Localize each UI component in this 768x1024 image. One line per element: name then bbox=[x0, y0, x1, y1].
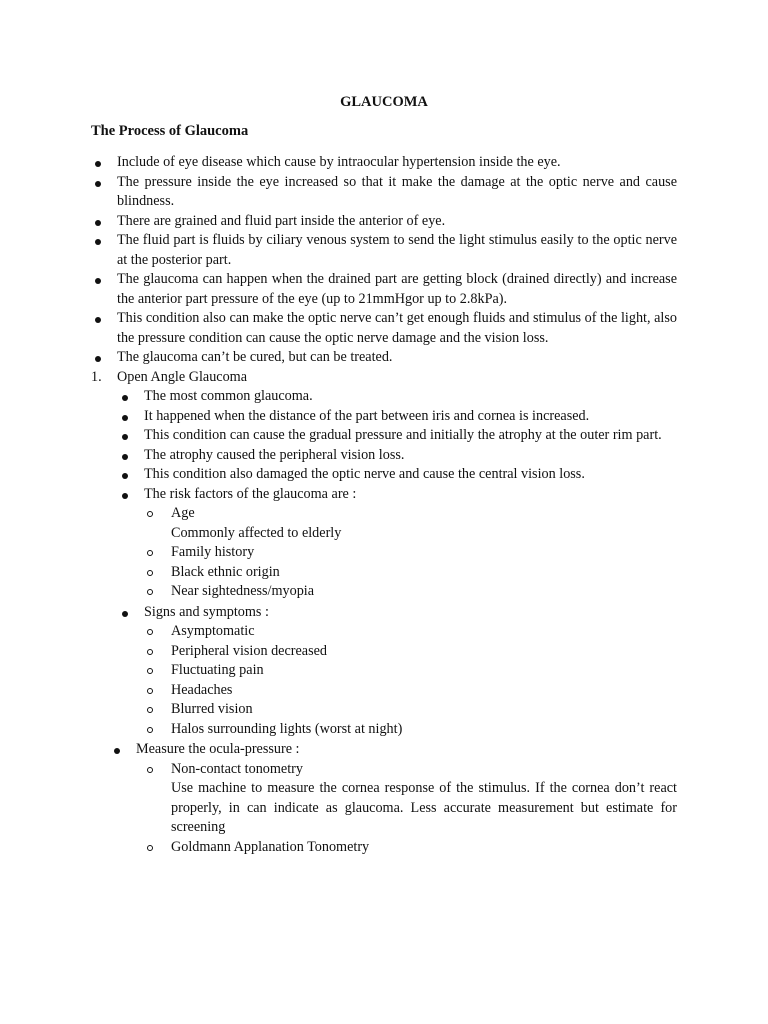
measure-label: Measure the ocula-pressure : bbox=[136, 741, 300, 757]
intro-bullet: The glaucoma can happen when the drained part are getting block (drained directly) and increase the anterior part pressure of the eye (up to 21mmHgor up to 2.8kPa). bbox=[117, 271, 677, 307]
intro-bullet: The fluid part is fluids by ciliary venous system to send the light stimulus easily to the optic nerve at the posterior part. bbox=[117, 232, 677, 268]
intro-bullet: This condition also can make the optic nerve can’t get enough fluids and stimulus of the light, also the pressure condition can cause the optic nerve damage and the vision loss. bbox=[117, 310, 677, 346]
section-heading: The Process of Glaucoma bbox=[91, 123, 249, 139]
measure-note: Use machine to measure the cornea response of the stimulus. If the cornea don’t react properly, in can indicate as glaucoma. Less accurate measurement but estimate for screening bbox=[171, 780, 677, 835]
risk-factor-item: Family history bbox=[171, 544, 255, 560]
content-list bbox=[0, 153, 768, 857]
section-1-point: This condition can cause the gradual pressure and initially the atrophy at the outer rim part. bbox=[144, 427, 662, 443]
measure-item: Goldmann Applanation Tonometry bbox=[171, 838, 370, 855]
section-1-point: This condition also damaged the optic nerve and cause the central vision loss. bbox=[144, 466, 585, 482]
sign-item: Blurred vision bbox=[171, 701, 253, 717]
section-1-point: The most common glaucoma. bbox=[144, 388, 313, 404]
section-number: 1. bbox=[91, 368, 102, 385]
document-title: GLAUCOMA bbox=[340, 94, 428, 110]
risk-factors-label: The risk factors of the glaucoma are : bbox=[144, 485, 357, 502]
intro-bullet: Include of eye disease which cause by intraocular hypertension inside the eye. bbox=[117, 154, 561, 170]
measure-item: Non-contact tonometry Use machine to measure the cornea response of the stimulus. If the cornea don’t react properly, in can indicate as glaucoma. Less accurate measurement but estimate for screening bbox=[0, 760, 768, 838]
section-1-point: The atrophy caused the peripheral vision loss. bbox=[144, 446, 405, 463]
intro-bullet: The glaucoma can’t be cured, but can be treated. bbox=[117, 349, 393, 365]
signs-label: Signs and symptoms : bbox=[144, 603, 269, 620]
section-1-point: It happened when the distance of the part between iris and cornea is increased. bbox=[144, 407, 590, 424]
sign-item: Asymptomatic bbox=[171, 623, 255, 639]
sign-item: Peripheral vision decreased bbox=[171, 642, 328, 659]
sign-item: Headaches bbox=[171, 681, 233, 698]
sign-item: Halos surrounding lights (worst at night) bbox=[171, 720, 403, 737]
section-1-title: 1. Open Angle Glaucoma bbox=[0, 368, 768, 388]
risk-factor-item: Black ethnic origin bbox=[171, 563, 280, 580]
risk-factor-item: Near sightedness/myopia bbox=[171, 583, 315, 599]
risk-factor-note: Commonly affected to elderly bbox=[171, 524, 342, 541]
risk-factor-item: Age Commonly affected to elderly bbox=[0, 504, 768, 543]
intro-bullet: There are grained and fluid part inside the anterior of eye. bbox=[117, 212, 446, 229]
intro-bullet: The pressure inside the eye increased so that it make the damage at the optic nerve and cause blindness. bbox=[117, 173, 677, 209]
sign-item: Fluctuating pain bbox=[171, 662, 264, 678]
